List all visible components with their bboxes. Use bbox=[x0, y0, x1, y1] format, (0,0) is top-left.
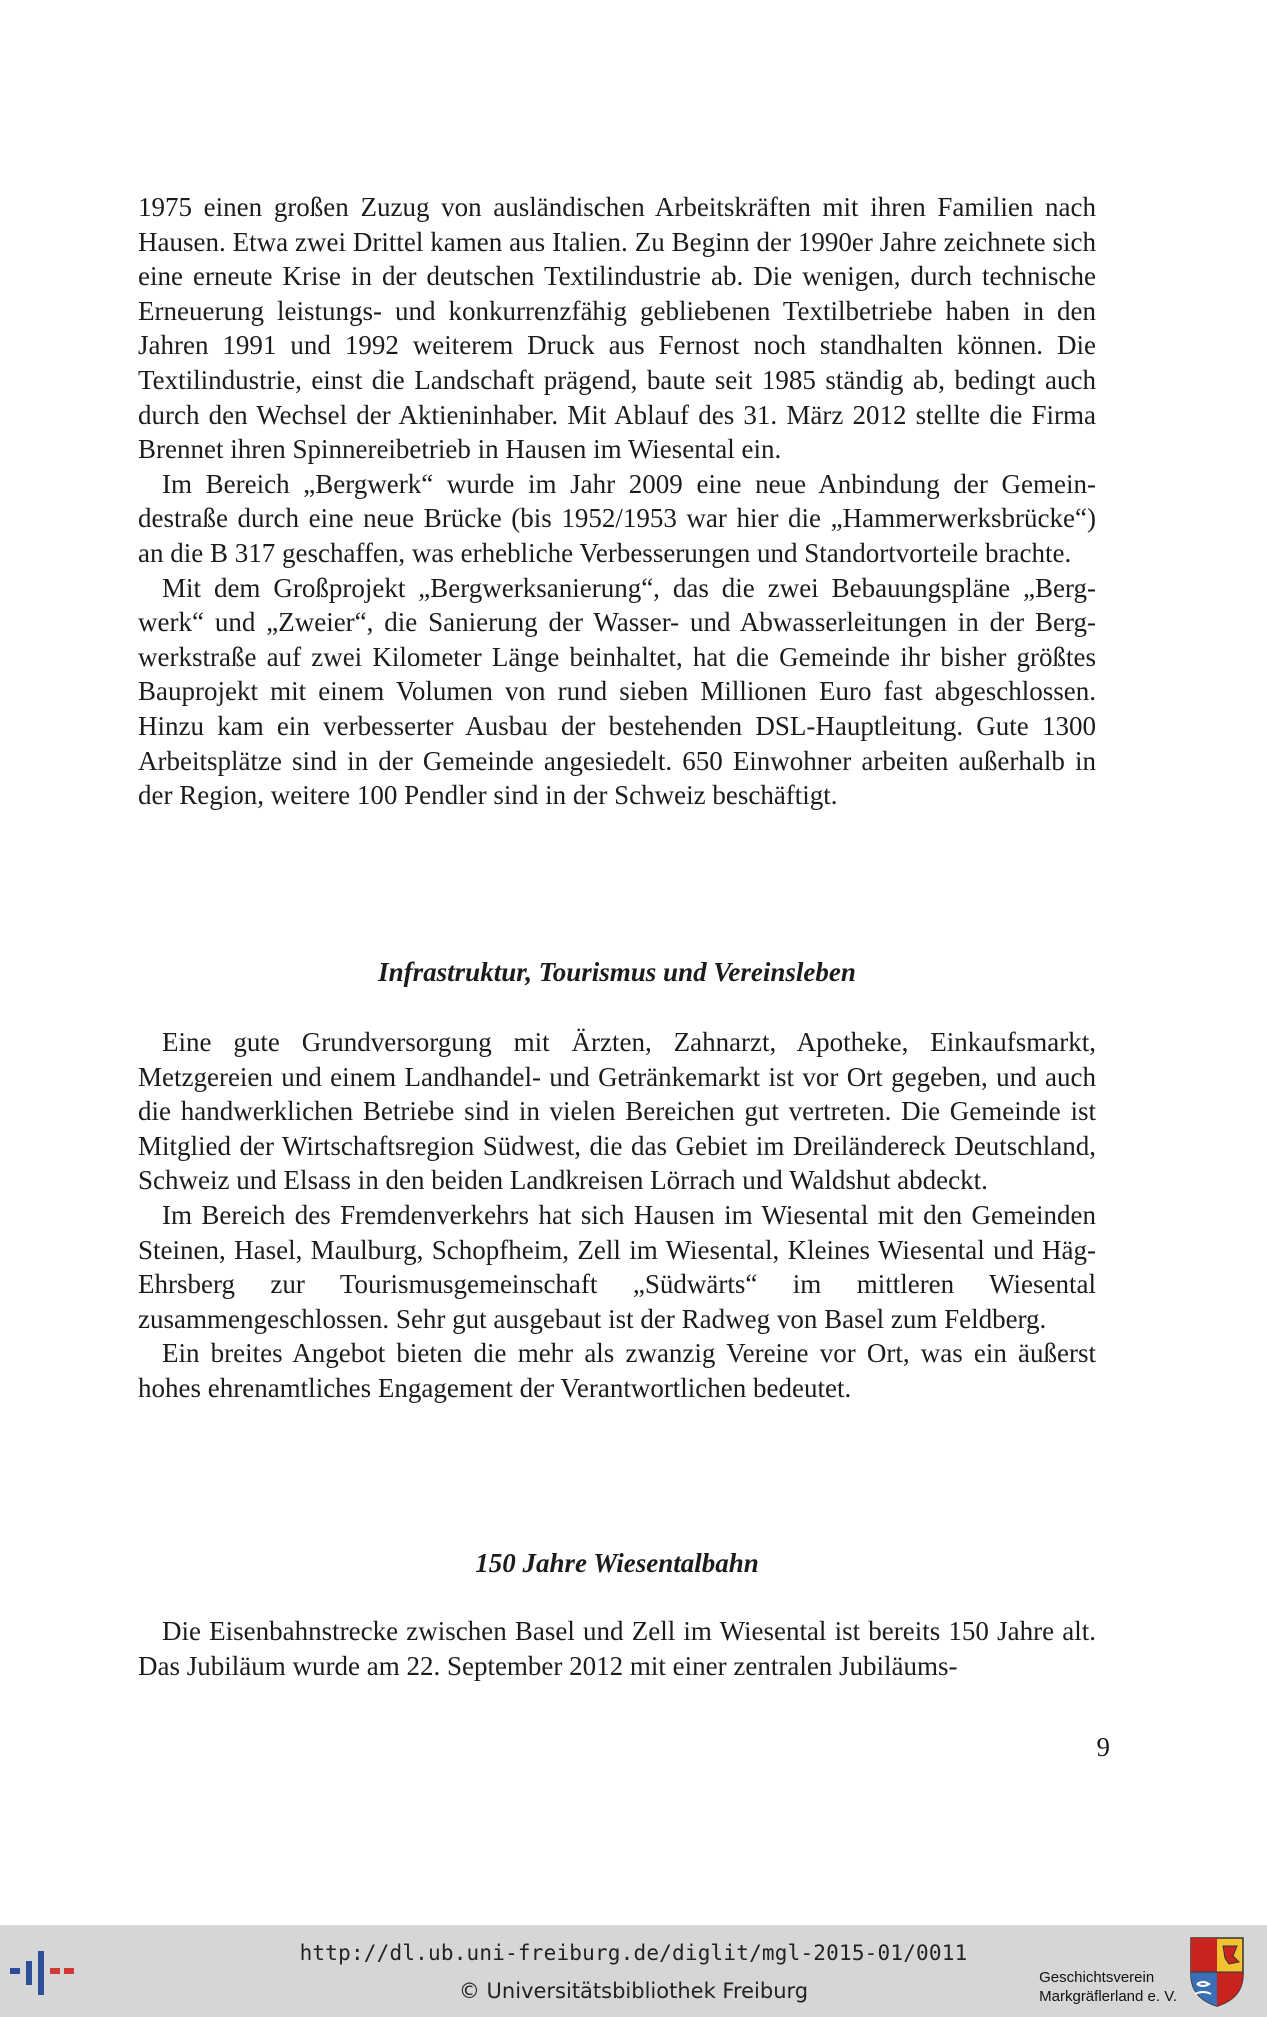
paragraph: Im Bereich des Fremdenverkehrs hat sich Hausen im Wiesental mit den Gemeinden Steinen, Hasel, Maulburg, Schopfheim, Zell im Wiesental, Kleines Wiesental und Häg-Ehrsberg zur Tourismusgemeinschaft „Südwärts“ im mittleren Wiesental zusammengeschlossen. Sehr gut ausgebaut ist der Radweg von Basel zum Feldberg. bbox=[138, 1199, 1096, 1334]
paragraph: Mit dem Großprojekt „Bergwerksanierung“, das die zwei Bebauungspläne „Bergwerk“ und „Zweier“, die Sanierung der Wasser- und Abwasserleitungen in der Bergwerkstraße auf zwei Kilometer Länge beinhaltet, hat die Gemeinde ihr bisher größtes Bauprojekt mit einem Volumen von rund sieben Millionen Euro fast abgeschlossen. Hinzu kam ein verbesserter Ausbau der bestehenden DSL-Hauptleitung. Gute 1300 Arbeitsplätze sind in der Gemeinde angesiedelt. 650 Einwohner arbeiten außerhalb in der Region, weitere 100 Pendler sind in der Schweiz beschäftigt. bbox=[138, 572, 1096, 811]
paragraph: Eine gute Grundversorgung mit Ärzten, Zahnarzt, Apotheke, Einkaufsmarkt, Metzgereien und einem Landhandel- und Getränkemarkt ist vor Ort gegeben, und auch die handwerklichen Betriebe sind in vielen Bereichen gut vertreten. Die Gemeinde ist Mitglied der Wirtschaftsregion Südwest, die das Gebiet im Dreiländereck Deutschland, Schweiz und Elsass in den beiden Landkreisen Lörrach und Waldshut abdeckt. bbox=[138, 1027, 1096, 1196]
society-name bbox=[1039, 1968, 1177, 2006]
body-text-bottom bbox=[138, 1614, 1096, 1683]
paragraph: 1975 einen großen Zuzug von ausländischen Arbeitskräften mit ihren Familien nach Hausen. Etwa zwei Drittel kamen aus Italien. Zu Beginn der 1990er Jahre zeichnete sich eine erneute Krise in der deutschen Textilindustrie ab. Die wenigen, durch technische Erneuerung leistungs- und konkurrenzfähig gebliebenen Textilbetriebe haben in den Jahren 1991 und 1992 weiterem Druck aus Fernost noch standhalten können. Die Textilindustrie, einst die Landschaft prägend, baute seit 1985 ständig ab, bedingt auch durch den Wechsel der Aktieninhaber. Mit Ablauf des 31. März 2012 stellte die Firma Brennet ihren Spinnereibetrieb in Hausen im Wiesental ein. bbox=[138, 192, 1096, 465]
page-number: 9 bbox=[1096, 1732, 1110, 1762]
paragraph: Im Bereich „Bergwerk“ wurde im Jahr 2009 eine neue Anbindung der Gemeindestraße durch eine neue Brücke (bis 1952/1953 war hier die „Hammerwerksbrücke“) an die B 317 geschaffen, was erhebliche Verbesserungen und Standortvorteile brachte. bbox=[138, 468, 1096, 568]
paragraph: Ein breites Angebot bieten die mehr als zwanzig Vereine vor Ort, was ein äußerst hohes ehrenamtliches Engagement der Verantwortlichen bedeutet. bbox=[138, 1338, 1096, 1403]
permalink-url[interactable]: http://dl.ub.uni-freiburg.de/diglit/mgl-2015-01/0011 bbox=[299, 1941, 968, 1965]
section-heading: 150 Jahre Wiesentalbahn bbox=[475, 1548, 759, 1578]
body-text-middle bbox=[138, 1025, 1096, 1406]
paragraph: Die Eisenbahnstrecke zwischen Basel und Zell im Wiesental ist bereits 150 Jahre alt. Das Jubiläum wurde am 22. September 2012 mit einer zentralen Jubiläums- bbox=[138, 1616, 1096, 1681]
society-name-line: Markgräflerland e. V. bbox=[1039, 1988, 1177, 2005]
section-heading: Infrastruktur, Tourismus und Vereinsleben bbox=[378, 957, 856, 987]
body-text-top bbox=[138, 190, 1096, 813]
coat-of-arms-icon bbox=[1189, 1936, 1245, 2008]
footer-bar bbox=[0, 1925, 1267, 2017]
copyright-notice: © Universitätsbibliothek Freiburg bbox=[458, 1979, 809, 2003]
society-name-line: Geschichtsverein bbox=[1039, 1969, 1155, 1986]
